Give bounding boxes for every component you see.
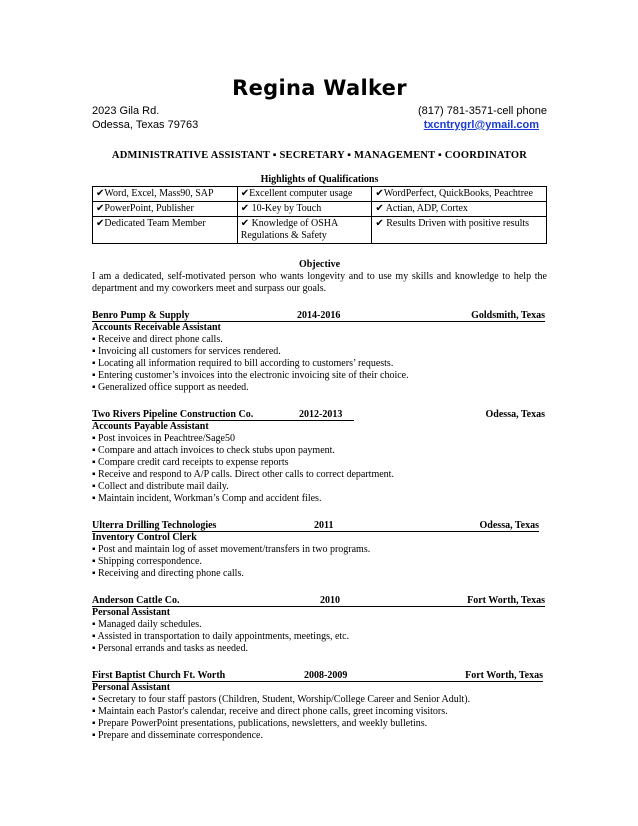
job-bullet: ▪ Prepare PowerPoint presentations, publications, newsletters, and weekly bulletins.: [92, 718, 428, 729]
job-years: 2012-2013: [299, 409, 343, 420]
qualification-cell: ✔Word, Excel, Mass90, SAP: [93, 187, 238, 202]
address-line-2: Odessa, Texas 79763: [92, 119, 199, 131]
objective-text: I am a dedicated, self-motivated person who wants longevity and to use my skills and knowledge to help the department and my coworkers meet and surpass our goals.: [92, 271, 547, 294]
qualification-cell: ✔ Results Driven with positive results: [372, 217, 547, 244]
job-role: Personal Assistant: [92, 607, 171, 618]
job-location: Fort Worth, Texas: [467, 595, 545, 606]
job-bullet: ▪ Shipping correspondence.: [92, 556, 202, 567]
qualifications-row: [93, 217, 547, 244]
job-location: Goldsmith, Texas: [471, 310, 545, 321]
job-header: [92, 409, 547, 421]
job-location: Odessa, Texas: [485, 409, 545, 420]
job-role: Inventory Control Clerk: [92, 532, 197, 543]
company-name: Two Rivers Pipeline Construction Co.: [92, 409, 254, 420]
job-role: Personal Assistant: [92, 682, 171, 693]
qualification-cell: ✔WordPerfect, QuickBooks, Peachtree: [372, 187, 547, 202]
header-underline: [92, 321, 545, 322]
qualifications-row: [93, 202, 547, 217]
job-role: Accounts Payable Assistant: [92, 421, 209, 432]
header-underline: [92, 681, 543, 682]
job-header: [92, 670, 547, 682]
job-bullet: ▪ Post and maintain log of asset movement/transfers in two programs.: [92, 544, 371, 555]
job-entry: [92, 409, 547, 505]
job-bullet: ▪ Managed daily schedules.: [92, 619, 202, 630]
header-underline: [92, 606, 545, 607]
job-bullet: ▪ Generalized office support as needed.: [92, 382, 249, 393]
resume-page: [92, 76, 547, 742]
job-role: Accounts Receivable Assistant: [92, 322, 221, 333]
qualification-cell: ✔ Knowledge of OSHA Regulations & Safety: [237, 217, 372, 244]
job-years: 2008-2009: [304, 670, 348, 681]
company-name: Benro Pump & Supply: [92, 310, 190, 321]
job-bullet: ▪ Compare and attach invoices to check stubs upon payment.: [92, 445, 335, 456]
header-underline: [92, 420, 354, 421]
phone-number: (817) 781-3571-cell phone: [417, 105, 547, 117]
job-bullet: ▪ Secretary to four staff pastors (Children, Student, Worship/College Career and Senior Adult).: [92, 694, 471, 705]
job-bullet: ▪ Collect and distribute mail daily.: [92, 481, 229, 492]
job-bullet: ▪ Receive and respond to A/P calls. Direct other calls to correct department.: [92, 469, 394, 480]
job-entry: [92, 520, 547, 580]
contact-row-1: [92, 104, 547, 118]
job-years: 2014-2016: [297, 310, 341, 321]
applicant-name: Regina Walker: [232, 76, 407, 100]
job-bullet: ▪ Personal errands and tasks as needed.: [92, 643, 248, 654]
job-header: [92, 595, 547, 607]
job-years: 2010: [320, 595, 340, 606]
job-location: Odessa, Texas: [479, 520, 539, 531]
qualification-cell: ✔Dedicated Team Member: [93, 217, 238, 244]
job-years: 2011: [314, 520, 334, 531]
qualifications-heading: Highlights of Qualifications: [260, 174, 379, 185]
job-location: Fort Worth, Texas: [465, 670, 543, 681]
job-bullet: ▪ Maintain each Pastor's calendar, receive and direct phone calls, greet incoming visitors.: [92, 706, 448, 717]
qualifications-table: [92, 186, 547, 244]
qualification-cell: ✔ Actian, ADP, Cortex: [372, 202, 547, 217]
email-link[interactable]: txcntrygrl@ymail.com: [423, 119, 539, 131]
job-bullet: ▪ Prepare and disseminate correspondence.: [92, 730, 263, 741]
professional-title-line: ADMINISTRATIVE ASSISTANT ▪ SECRETARY ▪ MANAGEMENT ▪ COORDINATOR: [111, 150, 528, 161]
job-bullet: ▪ Maintain incident, Workman’s Comp and accident files.: [92, 493, 322, 504]
job-bullet: ▪ Invoicing all customers for services rendered.: [92, 346, 281, 357]
job-bullet: ▪ Post invoices in Peachtree/Sage50: [92, 433, 235, 444]
header-underline: [92, 531, 539, 532]
company-name: Ulterra Drilling Technologies: [92, 520, 217, 531]
job-entry: [92, 670, 547, 742]
job-bullet: ▪ Entering customer’s invoices into the electronic invoicing site of their choice.: [92, 370, 409, 381]
qualification-cell: ✔ 10-Key by Touch: [237, 202, 372, 217]
objective-heading: Objective: [298, 259, 341, 270]
job-bullet: ▪ Receiving and directing phone calls.: [92, 568, 244, 579]
company-name: Anderson Cattle Co.: [92, 595, 180, 606]
qualification-cell: ✔PowerPoint, Publisher: [93, 202, 238, 217]
job-bullet: ▪ Locating all information required to bill according to customers’ requests.: [92, 358, 394, 369]
qualifications-row: [93, 187, 547, 202]
job-bullet: ▪ Compare credit card receipts to expense reports: [92, 457, 289, 468]
job-bullet: ▪ Receive and direct phone calls.: [92, 334, 223, 345]
contact-row-2: [92, 118, 547, 132]
job-header: [92, 310, 547, 322]
job-entry: [92, 310, 547, 394]
job-entry: [92, 595, 547, 655]
job-bullet: ▪ Assisted in transportation to daily appointments, meetings, etc.: [92, 631, 350, 642]
job-header: [92, 520, 547, 532]
address-line-1: 2023 Gila Rd.: [92, 105, 160, 117]
company-name: First Baptist Church Ft. Worth: [92, 670, 226, 681]
qualification-cell: ✔Excellent computer usage: [237, 187, 372, 202]
